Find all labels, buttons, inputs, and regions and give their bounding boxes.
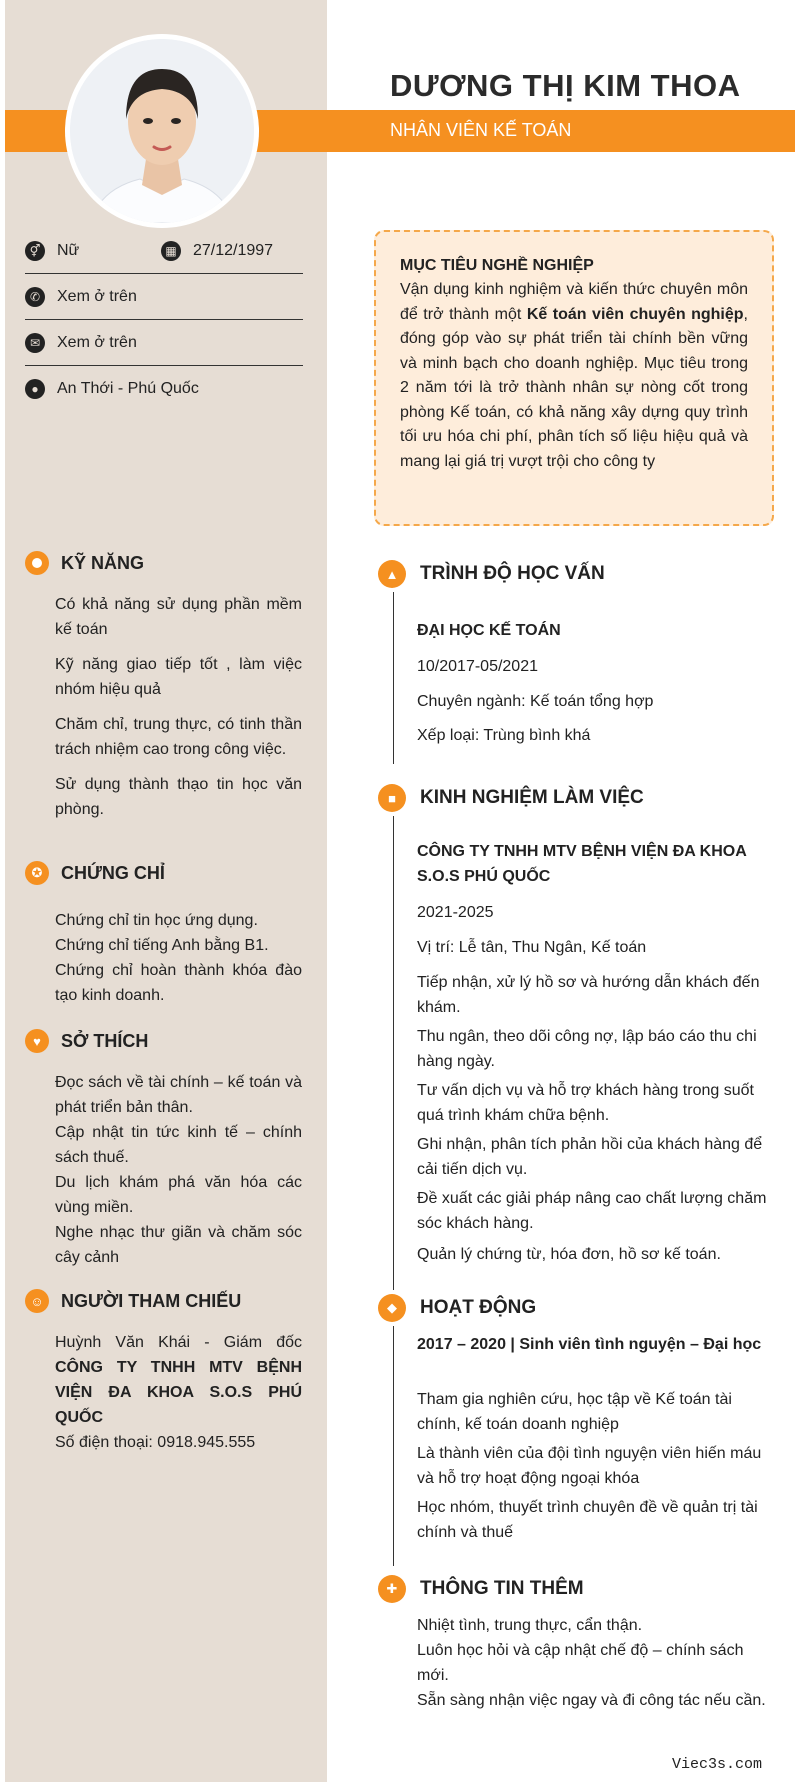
- additional-title: THÔNG TIN THÊM: [420, 1578, 584, 1599]
- contact-row-address: [25, 366, 303, 412]
- education-heading: [378, 560, 605, 588]
- birthday-value: 27/12/1997: [193, 241, 274, 259]
- briefcase-icon: ■: [378, 784, 406, 812]
- list-item: Nhiệt tình, trung thực, cẩn thận.: [417, 1617, 643, 1634]
- objective-text: [400, 278, 748, 474]
- list-item: Cập nhật tin tức kinh tế – chính sách thuế.: [55, 1124, 302, 1166]
- gender-value: Nữ: [57, 241, 80, 259]
- experience-period: 2021-2025: [417, 904, 494, 921]
- list-item: Kỹ năng giao tiếp tốt , làm việc nhóm hiệu quả: [55, 656, 302, 698]
- experience-task: Thu ngân, theo dõi công nợ, lập báo cáo thu chi hàng ngày.: [417, 1028, 757, 1070]
- experience-task: Tiếp nhận, xử lý hồ sơ và hướng dẫn khách đến khám.: [417, 974, 760, 1016]
- experience-task: Tư vấn dịch vụ và hỗ trợ khách hàng trong suốt quá trình khám chữa bệnh.: [417, 1082, 754, 1124]
- contact-row-email: [25, 320, 303, 366]
- objective-text-part: Vận dụng kinh nghiệm và kiến thức chuyên môn để trở thành một: [400, 281, 748, 323]
- activity-item: Tham gia nghiên cứu, học tập về Kế toán tài chính, kế toán doanh nghiệp: [417, 1391, 732, 1433]
- skills-title: KỸ NĂNG: [61, 552, 145, 573]
- objective-text-emphasis: Kế toán viên chuyên nghiệp: [526, 305, 744, 323]
- calendar-icon: ▦: [161, 241, 181, 261]
- reference-person: Huỳnh Văn Khái - Giám đốc: [55, 1334, 302, 1351]
- list-item: Chứng chỉ hoàn thành khóa đào tạo kinh doanh.: [55, 962, 302, 1004]
- avatar: [70, 39, 254, 223]
- activity-item: Học nhóm, thuyết trình chuyên đề về quản trị tài chính và thuế: [417, 1499, 758, 1541]
- heart-icon: ♥: [25, 1029, 49, 1053]
- job-title: NHÂN VIÊN KẾ TOÁN: [390, 120, 572, 140]
- location-icon: ●: [25, 379, 45, 399]
- list-item: Có khả năng sử dụng phần mềm kế toán: [55, 596, 302, 638]
- list-item: Luôn học hỏi và cập nhật chế độ – chính sách mới.: [417, 1642, 744, 1684]
- bell-icon: ◆: [378, 1294, 406, 1322]
- activities-heading: [378, 1294, 536, 1322]
- address-value: An Thới - Phú Quốc: [57, 380, 199, 397]
- skills-heading: [25, 551, 144, 575]
- hobbies-list: [55, 1070, 302, 1270]
- objective-text-part: , đóng góp vào sự phát triển tài chính bền vững và minh bạch cho doanh nghiệp. Mục tiêu trong 2 năm tới là trở thành nhân sự nòng cốt trong phòng Kế toán, có khả năng xây dựng quy trình tối ưu hóa chi phí, phân tích số liệu hiệu quả và mang lại giá trị vượt trội cho công ty: [400, 305, 748, 470]
- watermark: Viec3s.com: [672, 1756, 763, 1773]
- experience-task: Đề xuất các giải pháp nâng cao chất lượng chăm sóc khách hàng.: [417, 1190, 767, 1232]
- contact-row-phone: [25, 274, 303, 320]
- list-item: Sẵn sàng nhận việc ngay và đi công tác nếu cần.: [417, 1692, 766, 1709]
- certificates-heading: [25, 861, 165, 885]
- education-period: 10/2017-05/2021: [417, 658, 538, 675]
- contact-row-personal: [25, 228, 303, 274]
- target-icon: [25, 551, 49, 575]
- experience-position: Vị trí: Lễ tân, Thu Ngân, Kế toán: [417, 939, 647, 956]
- objective-box: [374, 230, 774, 526]
- additional-heading: [378, 1575, 584, 1603]
- timeline-line: [393, 592, 394, 764]
- experience-task: Ghi nhận, phân tích phản hồi của khách hàng để cải tiến dịch vụ.: [417, 1136, 763, 1178]
- graduation-cap-icon: ▲: [378, 560, 406, 588]
- list-item: Đọc sách về tài chính – kế toán và phát triển bản thân.: [55, 1074, 302, 1116]
- experience-company: CÔNG TY TNHH MTV BỆNH VIỆN ĐA KHOA S.O.S PHÚ QUỐC: [417, 843, 747, 885]
- email-icon: ✉: [25, 333, 45, 353]
- experience-title: KINH NGHIỆM LÀM VIỆC: [420, 787, 644, 808]
- skills-list: [55, 592, 302, 822]
- objective-title: MỤC TIÊU NGHỀ NGHIỆP: [400, 257, 594, 274]
- info-icon: ✚: [378, 1575, 406, 1603]
- list-item: Chứng chỉ tin học ứng dụng.: [55, 912, 258, 929]
- phone-icon: ✆: [25, 287, 45, 307]
- reference-phone: Số điện thoại: 0918.945.555: [55, 1434, 256, 1451]
- list-item: Chăm chỉ, trung thực, có tinh thần trách nhiệm cao trong công việc.: [55, 716, 302, 758]
- phone-value: Xem ở trên: [57, 287, 137, 305]
- reference-heading: [25, 1289, 241, 1313]
- activity-item: Là thành viên của đội tình nguyện viên hiến máu và hỗ trợ hoạt động ngoại khóa: [417, 1445, 762, 1487]
- email-value: Xem ở trên: [57, 333, 137, 351]
- reference-title: NGƯỜI THAM CHIẾU: [61, 1290, 242, 1311]
- people-icon: ☺: [25, 1289, 49, 1313]
- hobbies-heading: [25, 1029, 148, 1053]
- list-item: Chứng chỉ tiếng Anh bằng B1.: [55, 937, 269, 954]
- additional-list: [417, 1613, 775, 1713]
- activities-title: HOẠT ĐỘNG: [420, 1297, 537, 1318]
- medal-icon: ✪: [25, 861, 49, 885]
- hobbies-title: SỞ THÍCH: [61, 1030, 149, 1051]
- experience-task: Quản lý chứng từ, hóa đơn, hồ sơ kế toán.: [417, 1246, 721, 1263]
- list-item: Nghe nhạc thư giãn và chăm sóc cây cảnh: [55, 1224, 302, 1266]
- candidate-name: DƯƠNG THỊ KIM THOA: [390, 68, 741, 103]
- certificates-list: [55, 908, 302, 1008]
- gender-icon: ⚥: [25, 241, 45, 261]
- list-item: Sử dụng thành thạo tin học văn phòng.: [55, 776, 302, 818]
- education-major: Chuyên ngành: Kế toán tổng hợp: [417, 693, 654, 710]
- reference-block: [55, 1330, 302, 1455]
- education-rank: Xếp loại: Trùng bình khá: [417, 727, 591, 744]
- experience-heading: [378, 784, 644, 812]
- reference-company: CÔNG TY TNHH MTV BỆNH VIỆN ĐA KHOA S.O.S PHÚ QUỐC: [55, 1359, 302, 1426]
- timeline-line: [393, 1326, 394, 1566]
- activities-headline: 2017 – 2020 | Sinh viên tình nguyện – Đại học: [417, 1336, 762, 1353]
- certificates-title: CHỨNG CHỈ: [61, 862, 165, 883]
- education-title: TRÌNH ĐỘ HỌC VẤN: [420, 563, 605, 584]
- education-school: ĐẠI HỌC KẾ TOÁN: [417, 622, 561, 639]
- timeline-line: [393, 816, 394, 1290]
- list-item: Du lịch khám phá văn hóa các vùng miền.: [55, 1174, 302, 1216]
